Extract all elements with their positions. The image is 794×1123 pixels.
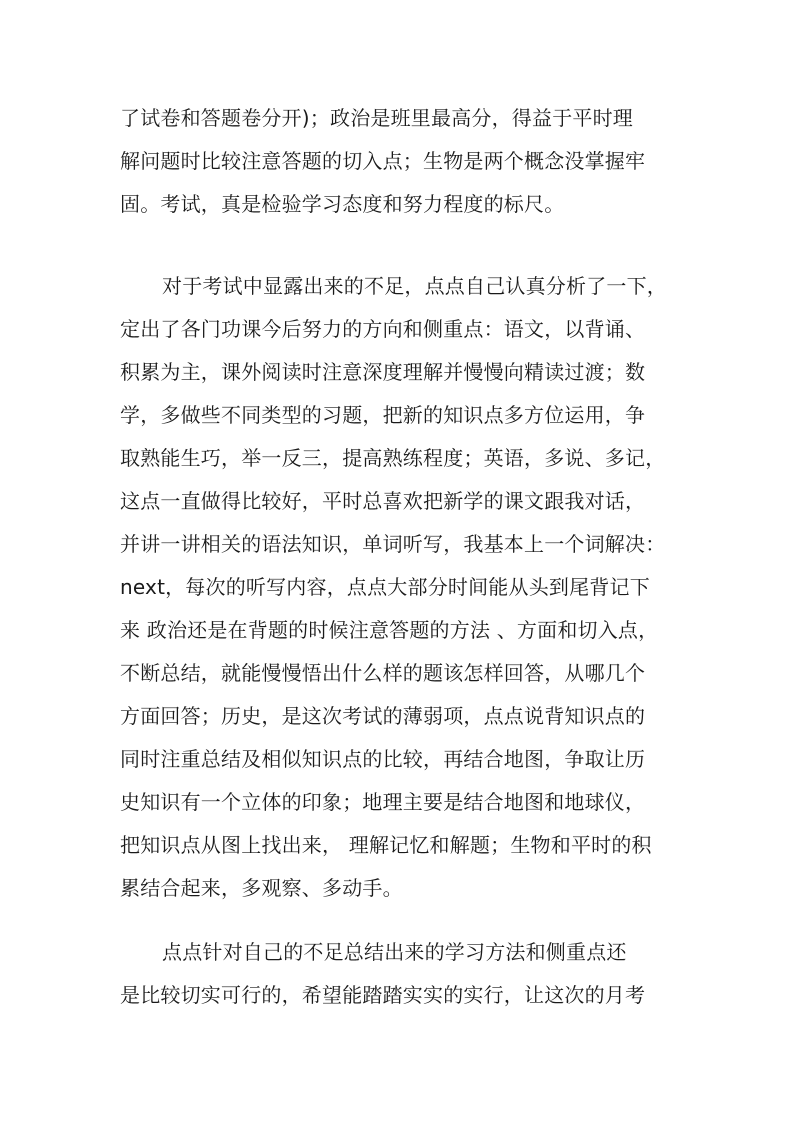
text-line: 积累为主，课外阅读时注意深度理解并慢慢向精读过渡；数: [120, 360, 646, 384]
text-line: 是比较切实可行的，希望能踏踏实实的实行，让这次的月考: [120, 983, 646, 1007]
paragraph-exam-results: [120, 97, 680, 226]
text-line: next，每次的听写内容，点点大部分时间能从头到尾背记下: [120, 575, 650, 599]
text-line: 取熟能生巧，举一反三，提高熟练程度；英语，多说、多记，: [120, 446, 666, 470]
paragraph-study-plan: [120, 265, 680, 910]
text-line: 点点针对自己的不足总结出来的学习方法和侧重点还: [162, 940, 627, 964]
text-line: 了试卷和答题卷分开)；政治是班里最高分，得益于平时理: [120, 106, 634, 130]
text-line: 解问题时比较注意答题的切入点；生物是两个概念没掌握牢: [120, 149, 646, 173]
paragraph-conclusion: [120, 931, 680, 1017]
text-line: 并讲一讲相关的语法知识，单词听写，我基本上一个词解决：: [120, 532, 666, 556]
text-line: 定出了各门功课今后努力的方向和侧重点：语文，以背诵、: [120, 317, 646, 341]
text-line: 学，多做些不同类型的习题，把新的知识点多方位运用，争: [120, 403, 646, 427]
text-line: 把知识点从图上找出来， 理解记忆和解题；生物和平时的积: [120, 833, 652, 857]
text-line: 来 政治还是在背题的时候注意答题的方法 、方面和切入点，: [120, 618, 659, 642]
text-line: 对于考试中显露出来的不足，点点自己认真分析了一下，: [162, 274, 667, 298]
text-line: 不断总结，就能慢慢悟出什么样的题该怎样回答，从哪几个: [120, 661, 646, 685]
text-line: 累结合起来，多观察、多动手。: [120, 876, 403, 900]
text-line: 史知识有一个立体的印象；地理主要是结合地图和地球仪，: [120, 790, 646, 814]
text-line: 方面回答；历史，是这次考试的薄弱项，点点说背知识点的: [120, 704, 646, 728]
text-line: 固。考试，真是检验学习态度和努力程度的标尺。: [120, 192, 565, 216]
text-line: 这点一直做得比较好，平时总喜欢把新学的课文跟我对话，: [120, 489, 646, 513]
text-line: 同时注重总结及相似知识点的比较，再结合地图，争取让历: [120, 747, 646, 771]
